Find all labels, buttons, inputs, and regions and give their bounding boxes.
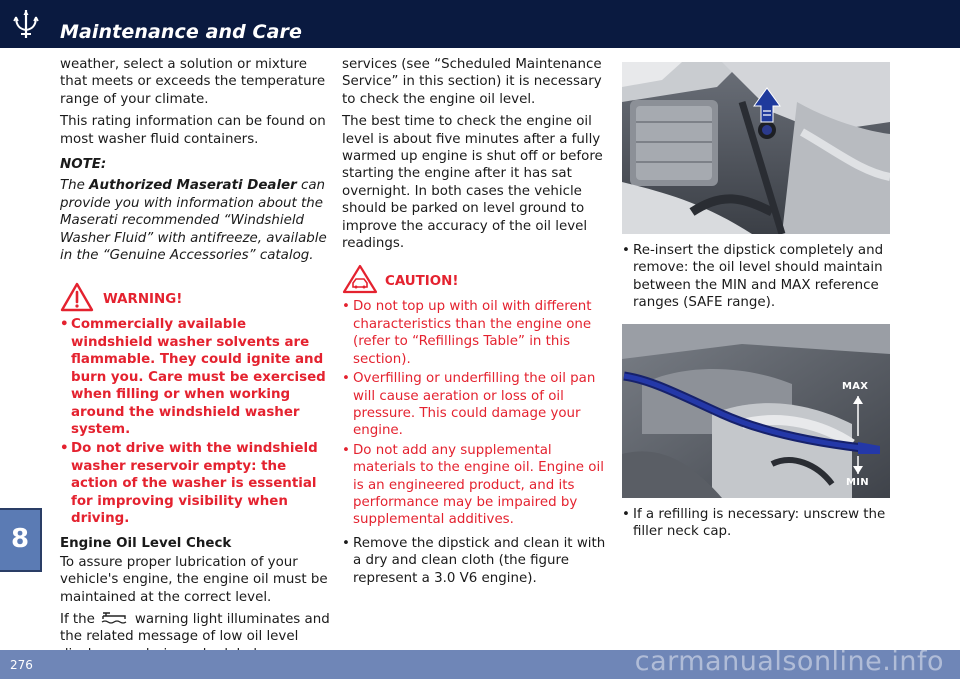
note-text: The Authorized Maserati Dealer can provide you with information about the Maserati recommended “Windshield Washer Fluid” with antifreeze, available in the “Genuine Accessories” catalog. xyxy=(60,178,327,264)
note-label: NOTE: xyxy=(60,157,107,173)
instruction-bullet: • Remove the dipstick and clean it with a dry and clean cloth (the figure represent a 3.0 V6 engine). xyxy=(342,535,610,587)
warning-triangle-icon xyxy=(60,282,94,312)
warning-item: • Commercially available windshield washer solvents are flammable. They could ignite and burn you. Care must be exercised when filling or when working around the windshield washer system. xyxy=(60,316,332,438)
instruction-bullet: • Re-insert the dipstick completely and remove: the oil level should maintain between the MIN and MAX reference ranges (SAFE range). xyxy=(622,242,894,312)
caution-item: • Overfilling or underfilling the oil pan will cause aeration or loss of oil pressure. This could damage your engine. xyxy=(342,370,610,440)
caution-item: • Do not top up with oil with different characteristics than the engine one (refer to “Refillings Table” in this section). xyxy=(342,298,610,368)
column-2 xyxy=(342,56,610,589)
paragraph: weather, select a solution or mixture that meets or exceeds the temperature range of your climate. xyxy=(60,57,326,107)
chapter-tab xyxy=(0,508,42,572)
warning-label: WARNING! xyxy=(103,292,183,308)
section-title: Engine Oil Level Check xyxy=(60,536,232,552)
caution-item: • Do not add any supplemental materials to the engine oil. Engine oil is an engineered product, and its performance may be impaired by supplemental additives. xyxy=(342,442,610,529)
column-3 xyxy=(622,58,894,542)
paragraph: This rating information can be found on most washer fluid containers. xyxy=(60,114,326,147)
caution-heading xyxy=(342,268,610,294)
watermark: carmanualsonline.info xyxy=(634,646,944,677)
page-number: 276 xyxy=(10,658,33,672)
chapter-number: 8 xyxy=(10,524,30,554)
min-label: MIN xyxy=(846,476,869,488)
engine-bay-dipstick-photo xyxy=(622,62,890,234)
caution-label: CAUTION! xyxy=(385,274,459,290)
warning-heading xyxy=(60,286,332,312)
paragraph: To assure proper lubrication of your vehicle's engine, the engine oil must be maintained at the correct level. xyxy=(60,554,328,605)
oil-level-warning-icon xyxy=(99,611,131,625)
dipstick-min-max-photo xyxy=(622,324,890,498)
page-header xyxy=(0,0,960,48)
dealer-name: Authorized Maserati Dealer xyxy=(89,178,297,194)
trident-logo-icon xyxy=(10,8,42,40)
instruction-bullet: • If a refilling is necessary: unscrew the filler neck cap. xyxy=(622,506,894,541)
paragraph: services (see “Scheduled Maintenance Service” in this section) it is necessary to check the engine oil level. xyxy=(342,57,602,107)
column-1 xyxy=(60,56,332,668)
paragraph: If the warning light illuminates and the related message of low oil level xyxy=(60,611,330,645)
max-label: MAX xyxy=(842,380,869,392)
car-caution-icon xyxy=(342,264,378,294)
header-title: Maintenance and Care xyxy=(60,21,302,43)
paragraph: The best time to check the engine oil level is about five minutes after a fully warmed up engine is shut off or before starting the engine after it has sat overnight. In both cases the vehicle should be parked on level ground to improve the accuracy of the oil level readings. xyxy=(342,114,603,252)
warning-item: • Do not drive with the windshield washer reservoir empty: the action of the washer is essential for improving visibility when driving. xyxy=(60,440,332,527)
